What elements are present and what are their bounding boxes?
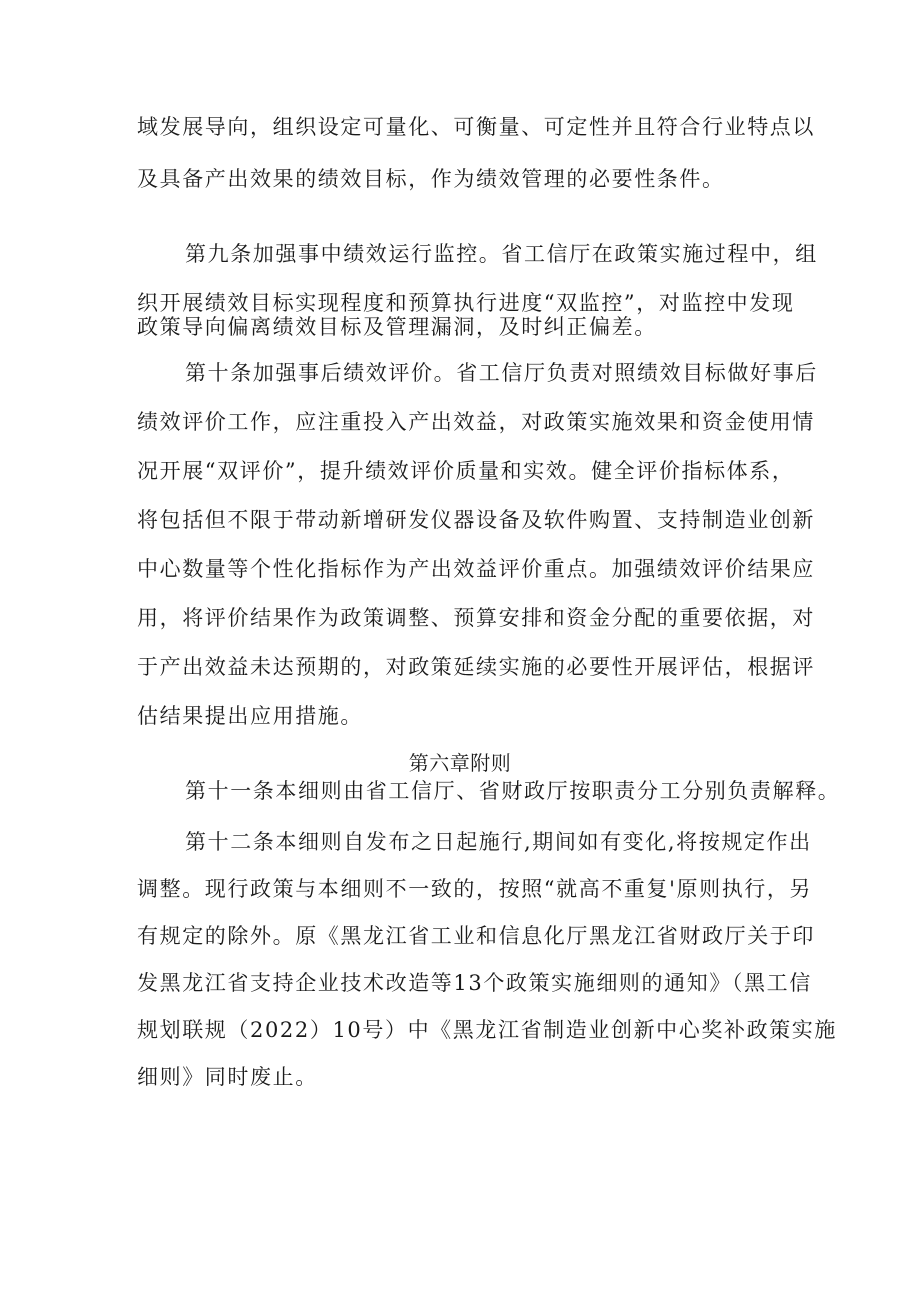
text-line: 有规定的除外。原《黑龙江省工业和信息化厅黑龙江省财政厅关于印 — [137, 924, 815, 948]
text-line: 政策导向偏离绩效目标及管理漏洞，及时纠正偏差。 — [137, 315, 657, 339]
text-line: 第九条加强事中绩效运行监控。省工信厅在政策实施过程中，组 — [185, 242, 818, 266]
text-line: 用，将评价结果作为政策调整、预算安排和资金分配的重要依据，对 — [137, 606, 815, 630]
text-line: 调整。现行政策与本细则不一致的，按照“就高不重复'原则执行，另 — [137, 877, 813, 901]
text-line: 第十二条本细则自发布之日起施行,期间如有变化,将按规定作出 — [185, 830, 812, 854]
text-line: 及具备产出效果的绩效目标，作为绩效管理的必要性条件。 — [137, 167, 725, 191]
text-line: 域发展导向，组织设定可量化、可衡量、可定性并且符合行业特点以 — [137, 115, 815, 139]
text-line: 规划联规（2022）10号）中《黑龙江省制造业创新中心奖补政策实施 — [137, 1018, 837, 1042]
text-line: 第十一条本细则由省工信厅、省财政厅按职责分工分别负责解释。 — [185, 779, 841, 803]
text-line: 中心数量等个性化指标作为产出效益评价重点。加强绩效评价结果应 — [137, 557, 815, 581]
text-line: 于产出效益未达预期的，对政策延续实施的必要性开展评估，根据评 — [137, 655, 815, 679]
text-line: 发黑龙江省支持企业技术改造等13个政策实施细则的通知》（黑工信 — [137, 971, 812, 995]
text-line: 织开展绩效目标实现程度和预算执行进度“双监控”，对监控中发现 — [137, 291, 795, 315]
text-line: 第十条加强事后绩效评价。省工信厅负责对照绩效目标做好事后 — [185, 361, 818, 385]
text-line: 况开展“双评价”，提升绩效评价质量和实效。健全评价指标体系， — [137, 459, 795, 483]
text-line: 将包括但不限于带动新增研发仪器设备及软件购置、支持制造业创新 — [137, 508, 815, 532]
chapter-heading: 第六章附则 — [408, 751, 512, 775]
text-line: 细则》同时废止。 — [137, 1065, 318, 1089]
text-line: 估结果提出应用措施。 — [137, 704, 363, 728]
text-line: 绩效评价工作，应注重投入产出效益，对政策实施效果和资金使用情 — [137, 410, 815, 434]
